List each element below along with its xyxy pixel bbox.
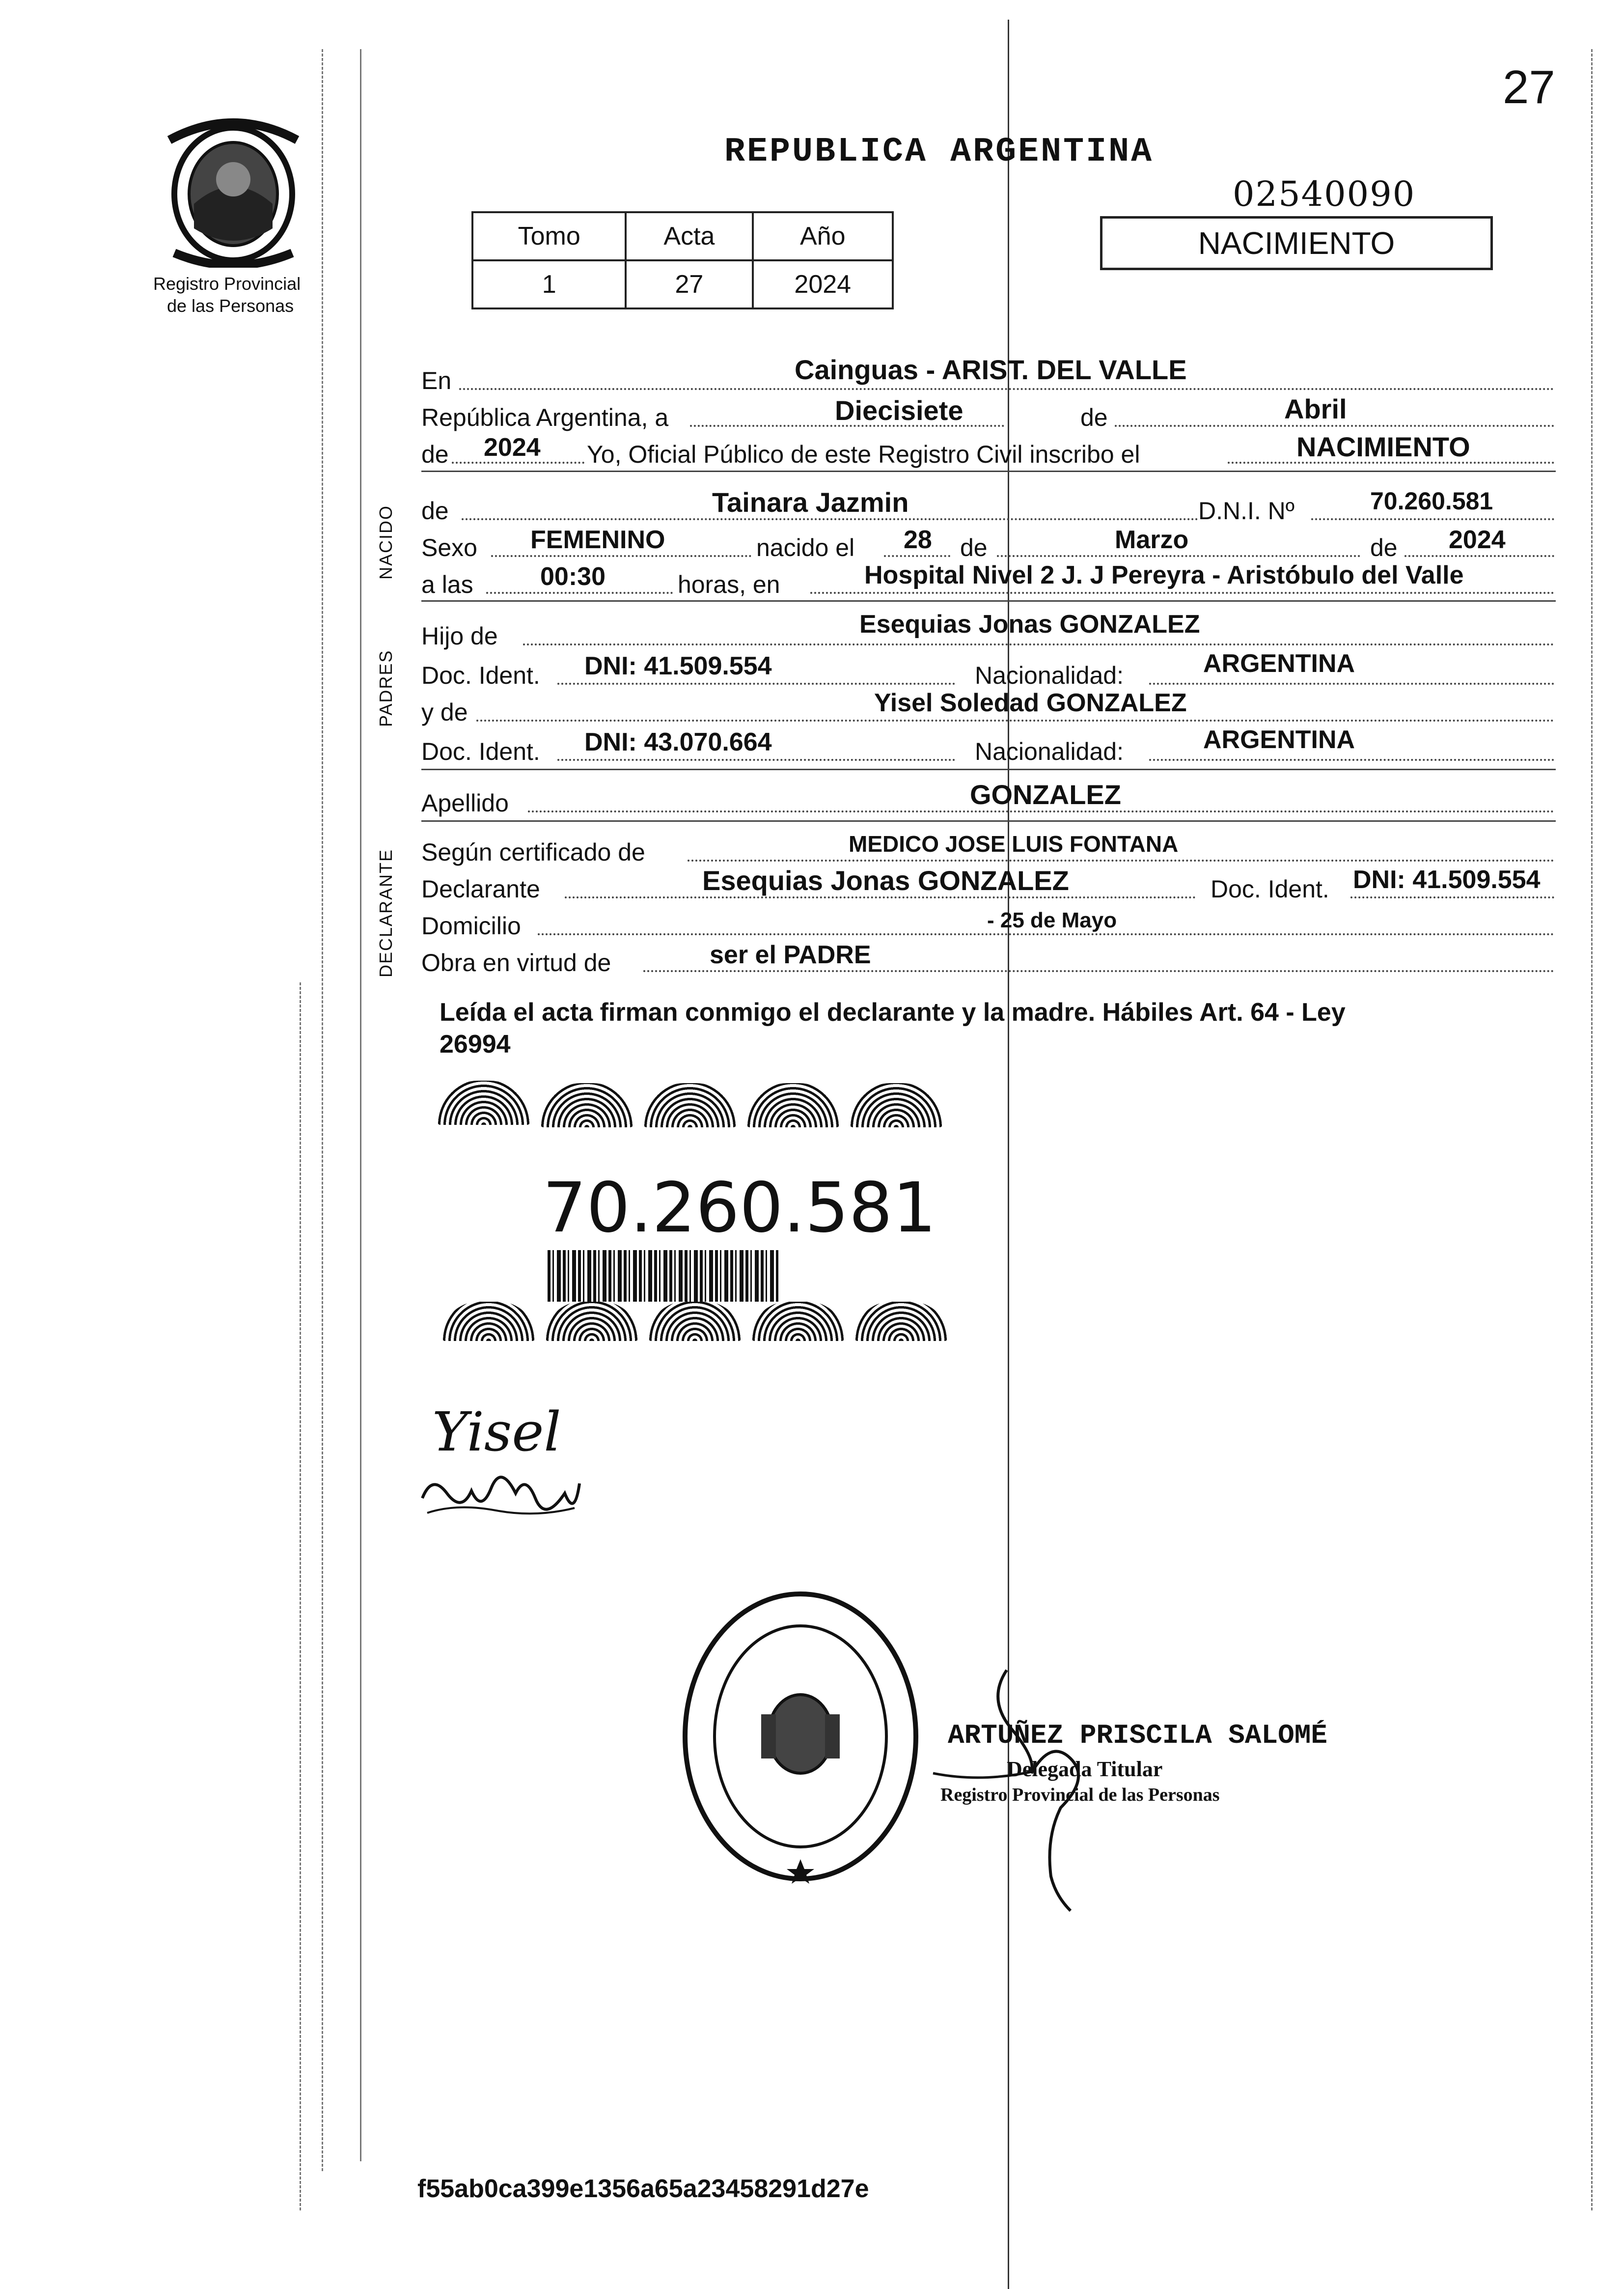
line-name <box>462 518 1198 520</box>
event: NACIMIENTO <box>1296 431 1470 462</box>
sexo: FEMENINO <box>530 526 665 554</box>
barcode <box>548 1250 778 1302</box>
label-a-las: a las <box>421 571 473 598</box>
label-republica: República Argentina, a <box>421 404 669 431</box>
country-title: REPUBLICA ARGENTINA <box>724 133 1154 171</box>
record-table <box>471 211 894 309</box>
line-father-doc <box>557 683 955 685</box>
birth-place: Hospital Nivel 2 J. J Pereyra - Aristóbulo del Valle <box>864 561 1464 589</box>
label-nacido-el: nacido el <box>756 534 855 561</box>
label-de-year: de <box>421 441 449 468</box>
line-dni <box>1311 518 1554 520</box>
act-type: NACIMIENTO <box>1198 225 1395 261</box>
hash-footer: f55ab0ca399e1356a65a23458291d27e <box>417 2175 869 2203</box>
month: Abril <box>1284 393 1347 424</box>
mother-doc: DNI: 43.070.664 <box>584 728 772 756</box>
line-cert <box>688 860 1554 862</box>
fingerprint-pattern-3 <box>643 1083 737 1127</box>
father-name: Esequias Jonas GONZALEZ <box>859 610 1200 639</box>
registry-name-line2: de las Personas <box>167 296 294 316</box>
value-acta: 27 <box>626 260 752 308</box>
line-birth-month <box>997 555 1360 557</box>
section-padres-label: PADRES <box>376 649 396 727</box>
section-declarante-label: DECLARANTE <box>376 848 396 977</box>
record-table-value-row <box>472 260 893 308</box>
official-name: ARTUÑEZ PRISCILA SALOMÉ <box>948 1720 1327 1751</box>
fingerprint-pattern-9 <box>751 1302 845 1341</box>
province-logo <box>160 111 307 268</box>
header-ano: Año <box>753 212 893 260</box>
line-mother-nat <box>1149 759 1554 761</box>
header-tomo: Tomo <box>472 212 626 260</box>
label-de-birth-year: de <box>1370 534 1398 561</box>
divider-4 <box>421 820 1556 822</box>
label-nac-mother: Nacionalidad: <box>975 738 1124 765</box>
value-tomo: 1 <box>472 260 626 308</box>
mother-name: Yisel Soledad GONZALEZ <box>874 689 1187 717</box>
day: Diecisiete <box>835 395 963 426</box>
fingerprint-pattern-4 <box>746 1083 840 1127</box>
birth-day: 28 <box>904 526 932 554</box>
label-en: En <box>421 367 452 394</box>
fingerprint-pattern-8 <box>648 1302 742 1341</box>
line-month <box>1115 425 1554 427</box>
label-hijo: Hijo de <box>421 622 498 650</box>
right-margin-line <box>1591 49 1593 2210</box>
line-en <box>459 388 1554 390</box>
father-nationality: ARGENTINA <box>1203 649 1355 678</box>
line-sexo <box>491 555 751 557</box>
line-birth-day <box>884 555 950 557</box>
line-father <box>523 643 1554 645</box>
page-number: 27 <box>1503 61 1555 113</box>
divider-1 <box>421 471 1556 472</box>
line-birth-place <box>810 592 1554 594</box>
label-doc-declarante: Doc. Ident. <box>1211 875 1329 903</box>
label-apellido: Apellido <box>421 789 509 817</box>
label-domicilio: Domicilio <box>421 912 521 940</box>
line-time <box>486 592 673 594</box>
record-table-header-row <box>472 212 893 260</box>
label-y-de: y de <box>421 698 468 726</box>
label-obra: Obra en virtud de <box>421 949 611 977</box>
section-nacido-label: NACIDO <box>376 504 396 580</box>
fingerprint-pattern-5 <box>850 1083 943 1127</box>
label-doc-father: Doc. Ident. <box>421 662 540 689</box>
value-ano: 2024 <box>753 260 893 308</box>
line-domicilio <box>538 933 1554 935</box>
father-doc: DNI: 41.509.554 <box>584 652 772 680</box>
left-margin-line <box>322 49 323 2171</box>
line-mother <box>476 720 1554 722</box>
label-declarante: Declarante <box>421 875 540 903</box>
line-father-nat <box>1149 683 1554 685</box>
label-sexo: Sexo <box>421 534 477 561</box>
certificate: MEDICO JOSE LUIS FONTANA <box>849 831 1179 857</box>
child-dni: 70.260.581 <box>1370 487 1493 515</box>
fingerprint-pattern-10 <box>854 1302 948 1341</box>
divider-3 <box>421 769 1556 770</box>
line-declarante-doc <box>1350 896 1554 898</box>
child-name: Tainara Jazmin <box>712 487 909 518</box>
label-de-birth-month: de <box>960 534 988 561</box>
label-doc-mother: Doc. Ident. <box>421 738 540 765</box>
far-left-margin <box>300 982 301 2210</box>
declarante-name: Esequias Jonas GONZALEZ <box>702 865 1069 896</box>
line-year <box>452 462 584 464</box>
label-yo: Yo, Oficial Público de este Registro Civil inscribo el <box>587 441 1140 468</box>
birth-month: Marzo <box>1115 526 1189 554</box>
line-declarante <box>565 896 1196 898</box>
mother-nationality: ARGENTINA <box>1203 726 1355 754</box>
dni-sticker-number: 70.260.581 <box>543 1168 936 1248</box>
dni-sticker <box>427 1076 1009 1346</box>
birth-year: 2024 <box>1449 526 1506 554</box>
divider-2 <box>421 600 1556 602</box>
label-cert: Según certificado de <box>421 838 645 866</box>
line-birth-year <box>1404 555 1554 557</box>
official-seal <box>678 1587 923 1886</box>
label-dni: D.N.I. Nº <box>1198 497 1295 525</box>
fingerprint-pattern-1 <box>437 1081 530 1125</box>
apellido: GONZALEZ <box>970 779 1121 810</box>
closing-text-line2: 26994 <box>440 1030 511 1059</box>
place: Cainguas - ARIST. DEL VALLE <box>795 354 1187 385</box>
label-de-nacido: de <box>421 497 449 525</box>
seal-inner-text <box>751 1793 836 1800</box>
closing-text-line1: Leída el acta firman conmigo el declarante y la madre. Hábiles Art. 64 - Ley <box>440 998 1346 1027</box>
line-obra <box>643 970 1554 972</box>
fingerprint-pattern-7 <box>545 1302 638 1341</box>
label-nac-father: Nacionalidad: <box>975 662 1124 689</box>
line-mother-doc <box>557 759 955 761</box>
handwritten-number: 02540090 <box>1233 174 1416 214</box>
line-apellido <box>528 810 1554 812</box>
act-type-box <box>1100 216 1493 270</box>
seal-outer-text <box>648 1591 859 1598</box>
birth-time: 00:30 <box>540 562 606 591</box>
domicilio: - 25 de Mayo <box>987 908 1117 932</box>
mother-signature-scribble <box>417 1464 584 1528</box>
left-edge-line <box>360 49 361 2161</box>
fingerprint-pattern-2 <box>540 1083 633 1127</box>
declarante-doc: DNI: 41.509.554 <box>1353 865 1541 894</box>
registry-name-line1: Registro Provincial <box>153 274 301 294</box>
label-horas: horas, en <box>678 571 780 598</box>
official-office: Registro Provincial de las Personas <box>940 1785 1220 1805</box>
obra: ser el PADRE <box>710 941 871 969</box>
year: 2024 <box>484 433 541 462</box>
mother-signature-name: Yisel <box>432 1400 561 1463</box>
header-acta: Acta <box>626 212 752 260</box>
official-title: Delegada Titular <box>1007 1757 1163 1781</box>
fingerprint-pattern-6 <box>442 1302 535 1341</box>
label-de-month: de <box>1080 404 1108 431</box>
